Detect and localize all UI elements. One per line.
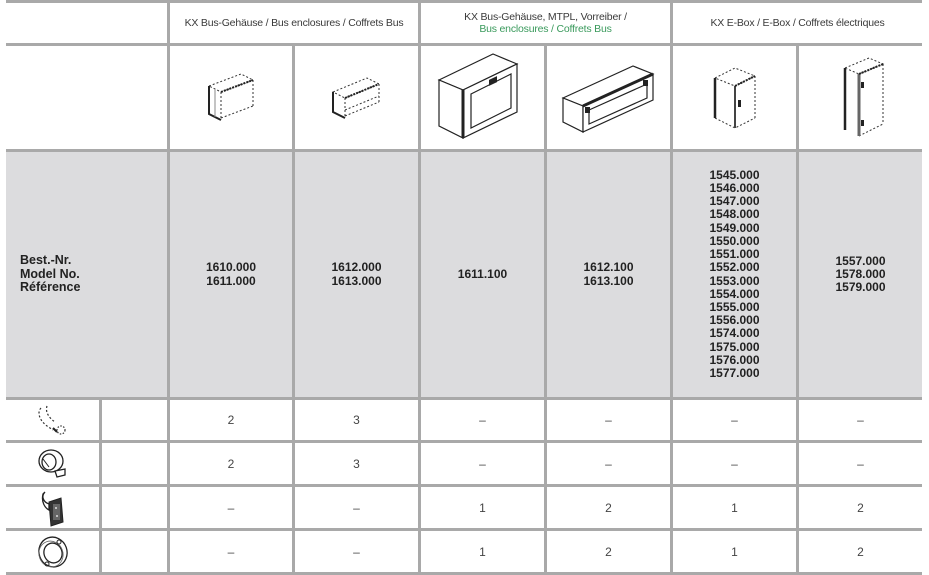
e-box-small-icon <box>705 58 765 138</box>
group-header-bus-enclosures <box>170 3 418 43</box>
model-number-label <box>6 152 167 397</box>
bus-enclosure-mtpl-square-icon <box>433 50 533 146</box>
quantity-cell: 1 <box>479 500 486 515</box>
model-numbers-col-1 <box>170 152 292 397</box>
model-number: 1553.000 <box>709 273 760 288</box>
wall-mount-bracket-icon <box>33 488 73 528</box>
model-number: 1611.100 <box>457 266 508 281</box>
model-number: 1554.000 <box>709 286 760 301</box>
model-number: 1546.000 <box>709 181 760 196</box>
grid-line <box>292 43 295 575</box>
product-image-cell <box>170 46 292 150</box>
quantity-cell: – <box>605 456 612 471</box>
quantity-cell: 1 <box>731 544 738 559</box>
quantity-cell: – <box>857 413 864 427</box>
model-numbers-col-6 <box>799 152 922 397</box>
model-number: 1545.000 <box>709 167 760 182</box>
accessory-icon-cell <box>6 400 99 440</box>
accessory-icon-cell <box>6 531 99 572</box>
model-number: 1612.000 <box>331 260 382 275</box>
model-number: 1575.000 <box>709 339 760 354</box>
group-header-bus-enclosures-mtpl <box>421 3 670 43</box>
grid-line <box>99 397 102 575</box>
quantity-cell: – <box>731 456 738 471</box>
grid-line <box>796 43 799 575</box>
cable-clip-icon <box>33 402 73 438</box>
model-number: 1551.000 <box>709 247 760 262</box>
grid-line <box>6 149 922 152</box>
quantity-cell: 2 <box>605 500 612 515</box>
model-number: 1549.000 <box>709 220 760 235</box>
quantity-cell: – <box>353 500 360 515</box>
accessory-label-cell <box>102 531 167 572</box>
model-number: 1578.000 <box>835 266 886 281</box>
model-number: 1579.000 <box>835 280 886 295</box>
quantity-cell: 1 <box>731 500 738 515</box>
quantity-cell: – <box>479 413 486 427</box>
grid-line <box>167 0 170 575</box>
model-number: 1548.000 <box>709 207 760 222</box>
model-label-de: Best.-Nr. <box>20 253 72 268</box>
model-number: 1552.000 <box>709 260 760 275</box>
e-box-tall-icon <box>831 50 891 146</box>
cable-gland-ring-icon <box>33 445 73 483</box>
quantity-cell: – <box>227 544 235 559</box>
model-number: 1547.000 <box>709 194 760 209</box>
quantity-cell: – <box>605 413 612 427</box>
model-numbers-col-2 <box>295 152 418 397</box>
grid-line <box>6 528 922 531</box>
model-numbers-col-4 <box>547 152 670 397</box>
quantity-cell: 2 <box>605 544 612 559</box>
quantity-cell: 1 <box>479 544 486 559</box>
bus-enclosure-long-icon <box>327 68 387 128</box>
quantity-cell: 2 <box>227 456 235 471</box>
grid-line <box>418 0 421 575</box>
model-number: 1576.000 <box>709 352 760 367</box>
bus-enclosure-small-icon <box>201 68 261 128</box>
product-image-cell <box>421 46 544 150</box>
grid-line <box>6 397 922 400</box>
grid-line <box>6 484 922 487</box>
product-image-cell <box>547 46 670 150</box>
sealing-ring-icon <box>33 532 73 572</box>
product-image-cell <box>799 46 922 150</box>
quantity-cell: 2 <box>857 500 864 515</box>
accessory-label-cell <box>102 443 167 484</box>
model-number: 1612.100 <box>583 260 634 275</box>
model-number: 1577.000 <box>709 365 760 380</box>
grid-line <box>6 43 922 46</box>
grid-line <box>544 43 547 575</box>
model-number: 1555.000 <box>709 299 760 314</box>
model-number: 1574.000 <box>709 326 760 341</box>
model-number: 1613.100 <box>583 273 634 288</box>
quantity-cell: 3 <box>353 456 360 471</box>
model-label-en: Model No. <box>20 266 80 281</box>
model-numbers-col-5 <box>673 152 796 397</box>
bus-enclosure-mtpl-wide-icon <box>557 58 661 138</box>
grid-line <box>6 0 922 3</box>
group-header-text: KX Bus-Gehäuse / Bus enclosures / Coffrets Bus <box>184 17 404 29</box>
model-number: 1557.000 <box>835 253 886 268</box>
accessory-icon-cell <box>6 487 99 528</box>
quantity-cell: 2 <box>857 544 864 559</box>
group-header-subtext: Bus enclosures / Coffrets Bus <box>479 23 612 35</box>
product-image-cell <box>295 46 418 150</box>
product-image-cell <box>673 46 796 150</box>
quantity-cell: – <box>857 456 864 471</box>
quantity-cell: 3 <box>353 413 360 427</box>
accessory-label-cell <box>102 487 167 528</box>
model-label-fr: Référence <box>20 280 81 295</box>
quantity-cell: – <box>227 500 235 515</box>
model-number: 1550.000 <box>709 233 760 248</box>
group-header-text: KX Bus-Gehäuse, MTPL, Vorreiber / <box>464 11 627 23</box>
model-number: 1610.000 <box>205 260 257 275</box>
model-number: 1613.000 <box>331 273 382 288</box>
group-header-text: KX E-Box / E-Box / Coffrets électriques <box>710 17 885 29</box>
grid-line <box>670 0 673 575</box>
model-number: 1556.000 <box>709 313 760 328</box>
accessory-label-cell <box>102 400 167 440</box>
quantity-cell: 2 <box>227 413 235 427</box>
quantity-cell: – <box>731 413 738 427</box>
grid-line <box>6 440 922 443</box>
quantity-cell: – <box>479 456 486 471</box>
quantity-cell: – <box>353 544 360 559</box>
model-numbers-col-3 <box>421 152 544 397</box>
group-header-e-box <box>673 3 922 43</box>
model-number: 1611.000 <box>206 273 256 288</box>
accessory-icon-cell <box>6 443 99 484</box>
